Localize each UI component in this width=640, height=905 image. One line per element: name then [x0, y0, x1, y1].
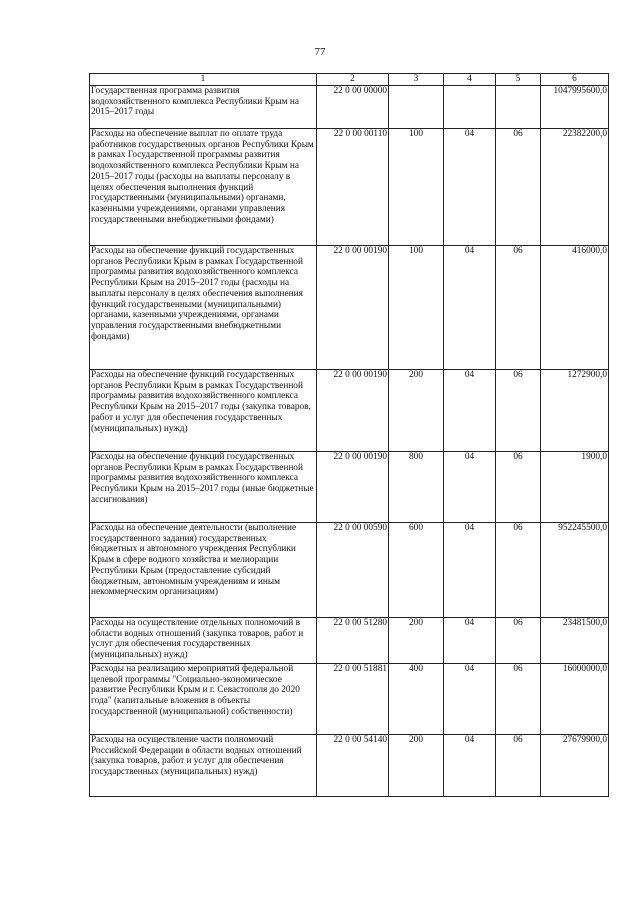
row-code: 22 0 00 51280 — [317, 618, 389, 664]
row-section — [444, 86, 496, 129]
header-cell-6: 6 — [541, 74, 609, 86]
table-row — [90, 246, 609, 370]
row-expense-type: 100 — [389, 129, 444, 246]
row-subsection — [496, 86, 541, 129]
row-subsection: 06 — [496, 523, 541, 618]
row-code: 22 0 00 00190 — [317, 246, 389, 370]
row-description: Расходы на обеспечение функций государственных органов Республики Крым в рамках Государственной программы развития водохозяйственного комплекса Республики Крым на 2015–2017 годы (расходы на выплаты персоналу в целях обеспечения выполнения функций государственными (муниципальными) органами, казенными учреждениями, органами управления государственными внебюджетными фондами) — [90, 246, 317, 370]
row-section: 04 — [444, 618, 496, 664]
row-amount: 22382200,0 — [541, 129, 609, 246]
row-code: 22 0 00 54140 — [317, 735, 389, 797]
budget-table — [89, 73, 609, 797]
row-amount: 416000,0 — [541, 246, 609, 370]
row-subsection: 06 — [496, 370, 541, 452]
row-subsection: 06 — [496, 246, 541, 370]
row-code: 22 0 00 00190 — [317, 452, 389, 523]
row-expense-type: 200 — [389, 370, 444, 452]
row-description: Государственная программа развития водохозяйственного комплекса Республики Крым на 2015–2017 годы — [90, 86, 317, 129]
header-cell-4: 4 — [444, 74, 496, 86]
row-section: 04 — [444, 452, 496, 523]
row-section: 04 — [444, 370, 496, 452]
table-row — [90, 452, 609, 523]
table-row — [90, 370, 609, 452]
table-row — [90, 735, 609, 797]
row-section: 04 — [444, 735, 496, 797]
row-description: Расходы на реализацию мероприятий федеральной целевой программы "Социально-экономическое развитие Республики Крым и г. Севастополя до 2020 года" (капитальные вложения в объекты государственной (муниципальной) собственности) — [90, 664, 317, 735]
row-section: 04 — [444, 246, 496, 370]
row-description: Расходы на обеспечение деятельности (выполнение государственного задания) государственных бюджетных и автономного учреждения Республики Крым в сфере водного хозяйства и мелиорации Республики Крым (предоставление субсидий бюджетным, автономным учреждениям и иным некоммерческим организациям) — [90, 523, 317, 618]
row-amount: 952245500,0 — [541, 523, 609, 618]
row-amount: 16000000,0 — [541, 664, 609, 735]
row-description: Расходы на обеспечение функций государственных органов Республики Крым в рамках Государственной программы развития водохозяйственного комплекса Республики Крым на 2015–2017 годы (иные бюджетные ассигнования) — [90, 452, 317, 523]
row-description: Расходы на обеспечение выплат по оплате труда работников государственных органов Республики Крым в рамках Государственной программы развития водохозяйственного комплекса Республики Крым на 2015–2017 годы (расходы на выплаты персоналу в целях обеспечения выполнения функций государственными (муниципальными) органами, казенными учреждениями, органами управления государственными внебюджетными фондами) — [90, 129, 317, 246]
row-expense-type: 200 — [389, 735, 444, 797]
header-cell-1: 1 — [90, 74, 317, 86]
row-amount: 27679900,0 — [541, 735, 609, 797]
table-row — [90, 129, 609, 246]
row-description: Расходы на осуществление отдельных полномочий в области водных отношений (закупка товаров, работ и услуг для обеспечения государственных (муниципальных) нужд) — [90, 618, 317, 664]
row-section: 04 — [444, 664, 496, 735]
row-description: Расходы на обеспечение функций государственных органов Республики Крым в рамках Государственной программы развития водохозяйственного комплекса Республики Крым на 2015–2017 годы (закупка товаров, работ и услуг для обеспечения государственных (муниципальных) нужд) — [90, 370, 317, 452]
row-subsection: 06 — [496, 735, 541, 797]
row-code: 22 0 00 00110 — [317, 129, 389, 246]
table-row — [90, 618, 609, 664]
table-row — [90, 86, 609, 129]
row-subsection: 06 — [496, 664, 541, 735]
row-code: 22 0 00 00000 — [317, 86, 389, 129]
row-description: Расходы на осуществление части полномочий Российской Федерации в области водных отношений (закупка товаров, работ и услуг для обеспечения государственных (муниципальных) нужд) — [90, 735, 317, 797]
table-row — [90, 664, 609, 735]
row-code: 22 0 00 51881 — [317, 664, 389, 735]
row-amount: 23481500,0 — [541, 618, 609, 664]
row-subsection: 06 — [496, 452, 541, 523]
row-expense-type: 100 — [389, 246, 444, 370]
page-number: 77 — [314, 46, 326, 58]
header-cell-5: 5 — [496, 74, 541, 86]
header-cell-3: 3 — [389, 74, 444, 86]
row-amount: 1900,0 — [541, 452, 609, 523]
row-expense-type: 200 — [389, 618, 444, 664]
row-expense-type: 600 — [389, 523, 444, 618]
row-amount: 1047995600,0 — [541, 86, 609, 129]
header-row — [90, 74, 609, 86]
row-subsection: 06 — [496, 618, 541, 664]
row-section: 04 — [444, 129, 496, 246]
row-section: 04 — [444, 523, 496, 618]
row-expense-type: 800 — [389, 452, 444, 523]
row-expense-type — [389, 86, 444, 129]
row-amount: 1272900,0 — [541, 370, 609, 452]
row-expense-type: 400 — [389, 664, 444, 735]
row-subsection: 06 — [496, 129, 541, 246]
row-code: 22 0 00 00190 — [317, 370, 389, 452]
row-code: 22 0 00 00590 — [317, 523, 389, 618]
header-cell-2: 2 — [317, 74, 389, 86]
table-row — [90, 523, 609, 618]
